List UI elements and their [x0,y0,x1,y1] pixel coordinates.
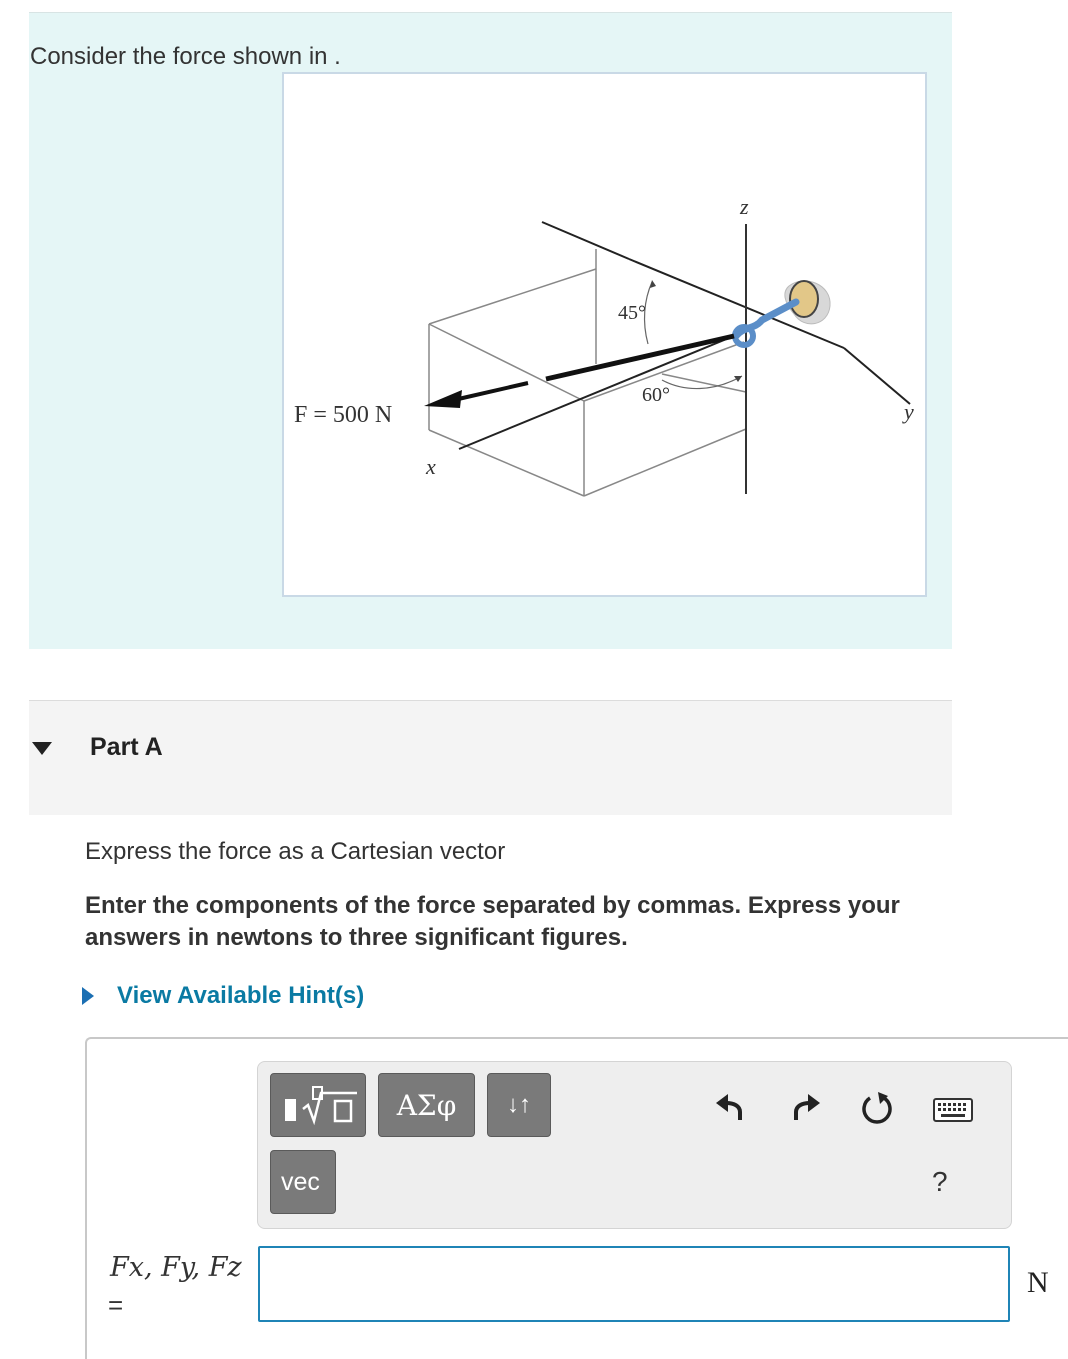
keyboard-icon[interactable] [933,1098,973,1122]
angle-60-label: 60° [642,384,670,406]
box-edge [584,429,746,496]
force-arrow-shaft [454,383,528,400]
box-edge [429,269,596,324]
expand-caret-icon [82,987,94,1005]
equals-sign: = [108,1290,124,1320]
y-axis-line [844,348,910,404]
vector-button[interactable]: vec [270,1150,336,1214]
hook-eye [735,327,753,345]
force-figure [282,72,927,597]
help-button[interactable]: ? [932,1166,948,1197]
answer-input[interactable] [258,1246,1010,1322]
force-line [546,336,734,379]
force-diagram [284,74,925,595]
math-toolbar [257,1061,1012,1229]
problem-statement [29,12,952,649]
y-axis-label: y [904,399,914,424]
edge-line [542,222,629,259]
collapse-caret-icon[interactable] [32,742,52,755]
problem-intro: Consider the force shown in . [30,43,341,70]
part-a-header[interactable] [29,700,952,815]
reset-icon[interactable] [858,1090,894,1126]
box-edge [662,374,746,392]
question-text: Express the force as a Cartesian vector [85,838,506,865]
force-label: F = 500 N [294,402,393,428]
instructions-text: Enter the components of the force separated by commas. Express your answers in newtons to three significant figures. [85,892,900,951]
undo-icon[interactable] [714,1090,746,1124]
variables-label: Fx, Fy, Fz [110,1252,242,1283]
part-title: Part A [90,733,163,761]
unit-label: N [1027,1266,1049,1299]
redo-icon[interactable] [790,1090,822,1124]
templates-button[interactable] [270,1073,366,1137]
angle-45-label: 45° [618,302,646,324]
x-axis-label: x [426,454,436,479]
subscript-superscript-button[interactable]: ↓↑ [487,1073,551,1137]
hint-label[interactable]: View Available Hint(s) [117,982,365,1009]
templates-icon [275,1083,361,1127]
greek-letters-button[interactable]: ΑΣφ [378,1073,475,1137]
z-axis-label: z [740,194,749,219]
box-edge [429,430,584,496]
view-hints-link[interactable] [82,982,364,1010]
